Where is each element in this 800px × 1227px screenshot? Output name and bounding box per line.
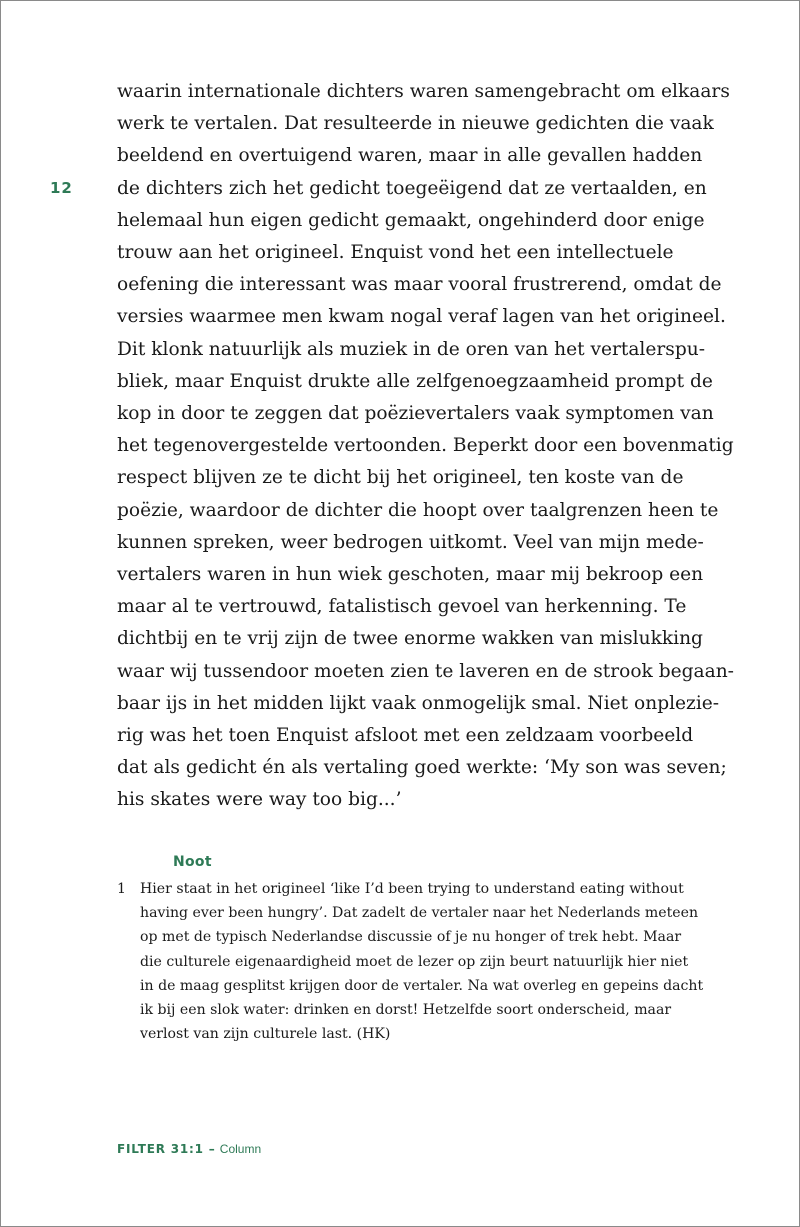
body-line: dichtbij en te vrij zijn de twee enorme wakken van mislukking xyxy=(117,628,703,650)
footnote-line: op met de typisch Nederlandse discussie of je nu honger of trek hebt. Maar xyxy=(140,929,682,946)
body-line: baar ijs in het midden lijkt vaak onmogelijk smal. Niet onplezie- xyxy=(117,692,720,714)
body-line: rig was het toen Enquist afsloot met een zeldzaam voorbeeld xyxy=(117,725,694,747)
footnote-number: 1 xyxy=(117,881,126,897)
body-line: kop in door te zeggen dat poëzievertalers vaak symptomen van xyxy=(117,403,714,425)
notes-heading: Noot xyxy=(173,854,212,870)
body-line: Dit klonk natuurlijk als muziek in de oren van het vertalerspu- xyxy=(117,338,705,360)
body-line: waarin internationale dichters waren samengebracht om elkaars xyxy=(117,81,730,102)
footnote-line: die culturele eigenaardigheid moet de lezer op zijn beurt natuurlijk hier niet xyxy=(140,953,689,970)
running-footer xyxy=(117,1142,261,1157)
body-line: beeldend en overtuigend waren, maar in alle gevallen hadden xyxy=(117,145,703,167)
body-line: vertalers waren in hun wiek geschoten, maar mij bekroop een xyxy=(117,564,704,586)
footer-separator: – xyxy=(208,1142,215,1156)
footnote-line: Hier staat in het origineel ‘like I’d been trying to understand eating without xyxy=(140,881,684,897)
page-number: 12 xyxy=(50,179,73,197)
footnote-line: having ever been hungry’. Dat zadelt de vertaler naar het Nederlands meteen xyxy=(140,905,699,922)
body-line: dat als gedicht én als vertaling goed werkte: ‘My son was seven; xyxy=(117,757,727,779)
body-line: respect blijven ze te dicht bij het origineel, ten koste van de xyxy=(117,467,684,489)
body-line: de dichters zich het gedicht toegeëigend dat ze vertaalden, en xyxy=(117,177,707,199)
body-line: maar al te vertrouwd, fatalistisch gevoel van herkenning. Te xyxy=(117,596,687,618)
journal-issue: FILTER 31:1 xyxy=(117,1142,204,1156)
body-line: oefening die interessant was maar vooral frustrerend, omdat de xyxy=(117,274,722,296)
body-line: helemaal hun eigen gedicht gemaakt, ongehinderd door enige xyxy=(117,209,705,231)
article-body xyxy=(117,76,734,817)
body-line: werk te vertalen. Dat resulteerde in nieuwe gedichten die vaak xyxy=(117,113,714,135)
body-line: waar wij tussendoor moeten zien te laveren en de strook begaan- xyxy=(117,660,734,682)
body-line: poëzie, waardoor de dichter die hoopt over taalgrenzen heen te xyxy=(117,499,719,521)
footnote-line: in de maag gesplitst krijgen door de vertaler. Na wat overleg en gepeins dacht xyxy=(140,977,704,994)
body-line: trouw aan het origineel. Enquist vond het een intellectuele xyxy=(117,242,674,264)
body-line: versies waarmee men kwam nogal veraf lagen van het origineel. xyxy=(117,306,726,328)
body-line: his skates were way too big...’ xyxy=(117,789,402,811)
footnote-line: verlost van zijn culturele last. (HK) xyxy=(140,1026,391,1043)
body-line: het tegenovergestelde vertoonden. Beperkt door een bovenmatig xyxy=(117,435,734,457)
footnote-text xyxy=(140,877,703,1046)
body-line: bliek, maar Enquist drukte alle zelfgenoegzaamheid prompt de xyxy=(117,370,713,392)
footnote-line: ik bij een slok water: drinken en dorst! Hetzelfde soort onderscheid, maar xyxy=(140,1002,672,1019)
section-name: Column xyxy=(219,1142,262,1156)
body-line: kunnen spreken, weer bedrogen uitkomt. Veel van mijn mede- xyxy=(117,531,704,553)
